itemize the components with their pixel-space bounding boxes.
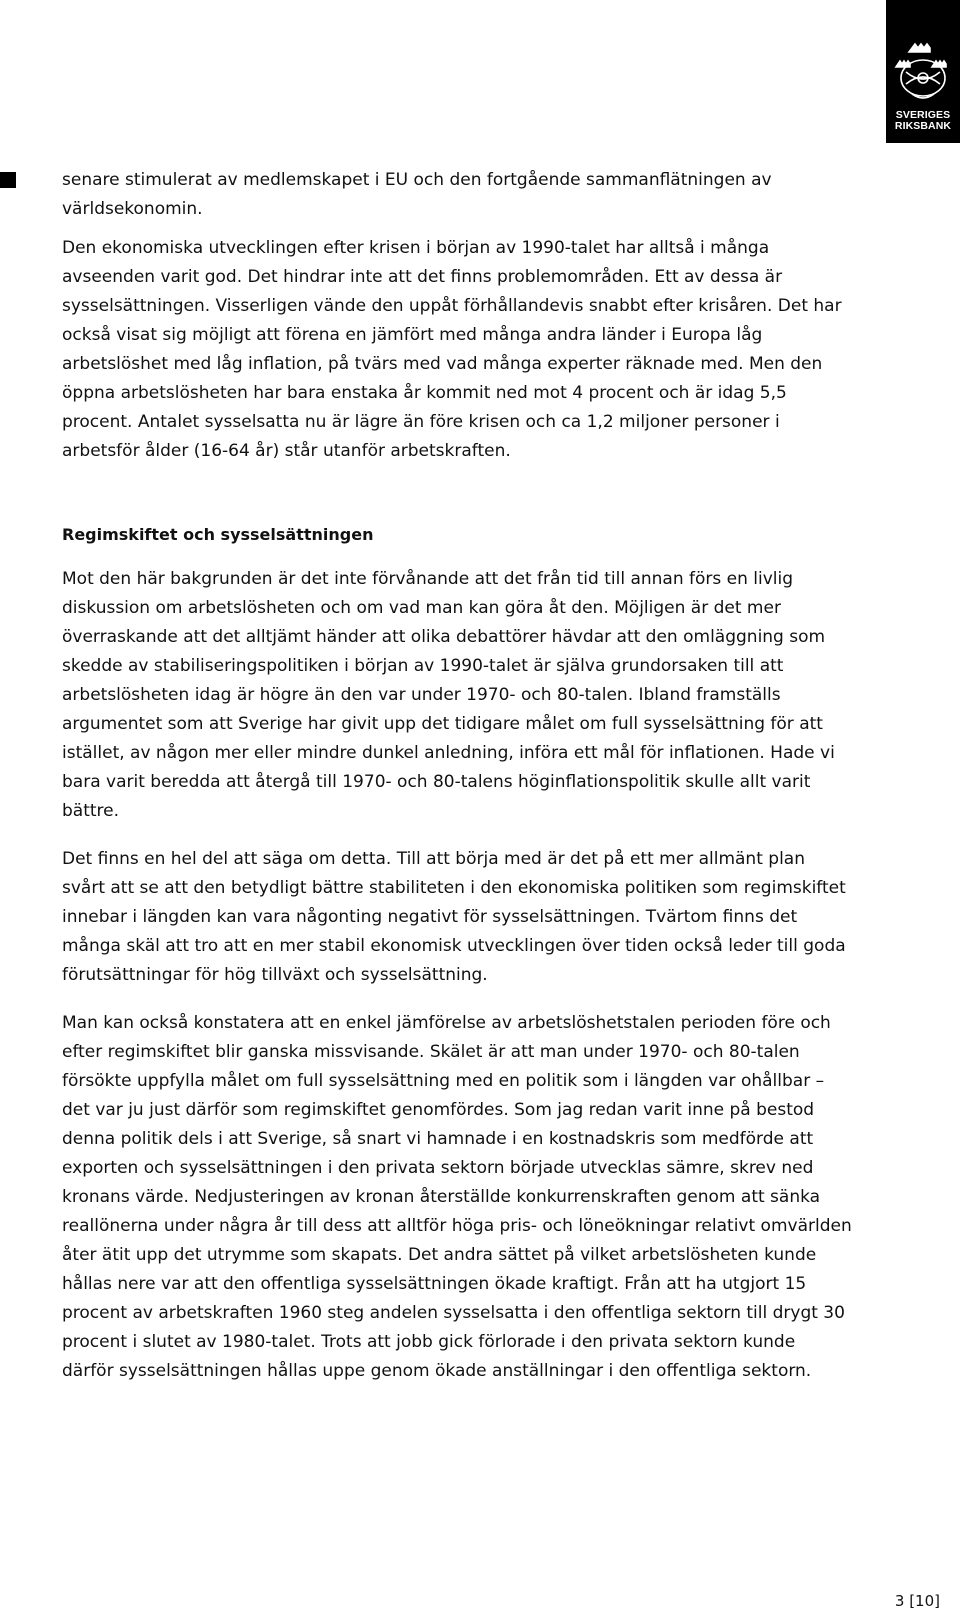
logo-wordmark: [886, 110, 960, 132]
logo-line-1: SVERIGES: [895, 109, 951, 121]
paragraph-2: Mot den här bakgrunden är det inte förvånande att det från tid till annan förs en livlig diskussion om arbetslösheten och om vad man kan göra åt den. Möjligen är det mer överraskande att det alltjämt händer att olika debattörer hävdar att den omläggning som skedde av stabiliseringspolitiken i början av 1990-talet är själva grundorsaken till att arbetslösheten idag är högre än den var under 1970- och 80-talen. Ibland framställs argumentet som att Sverige har givit upp det tidigare målet om full sysselsättning för att istället, av någon mer eller mindre dunkel anledning, införa ett mål för inflationen. Hade vi bara varit beredda att återgå till 1970- och 80-talens höginflationspolitik skulle allt varit bättre.: [62, 569, 835, 821]
logo-line-2: RIKSBANK: [894, 120, 952, 132]
section-marker: [0, 172, 16, 188]
section-heading: Regimskiftet och sysselsättningen: [62, 525, 374, 544]
riksbank-logo: [886, 0, 960, 143]
document-body: [62, 166, 852, 1386]
riksbank-emblem-icon: [892, 42, 954, 104]
paragraph-4: Man kan också konstatera att en enkel jämförelse av arbetslöshetstalen perioden före och efter regimskiftet blir ganska missvisande. Skälet är att man under 1970- och 80-talen försökte uppfylla målet om full sysselsättning med en politik som i längden var ohållbar – det var ju just därför som regimskiftet genomfördes. Som jag redan varit inne på bestod denna politik dels i att Sverige, så snart vi hamnade i en kostnadskris som medförde att exporten och sysselsättningen i den privata sektorn började utvecklas sämre, skrev ned kronans värde. Nedjusteringen av kronan återställde konkurrenskraften genom att sänka reallönerna under några år till dess att alltför höga pris- och löneökningar relativt omvärlden åter ätit upp det utrymme som skapats. Det andra sättet på vilket arbetslösheten kunde hållas nere var att den offentliga sysselsättningen ökade kraftigt. Från att ha utgjort 15 procent av arbetskraften 1960 steg andelen sysselsatta i den offentliga sektorn till drygt 30 procent i slutet av 1980-talet. Trots att jobb gick förlorade i den privata sektorn kunde därför sysselsättningen hållas uppe genom ökade anställningar i den offentliga sektorn.: [62, 1013, 852, 1381]
page-number: 3 [10]: [894, 1592, 940, 1610]
paragraph-3: Det finns en hel del att säga om detta. Till att börja med är det på ett mer allmänt plan svårt att se att den betydligt bättre stabiliteten i den ekonomiska politiken som regimskiftet innebar i längden kan vara någonting negativt för sysselsättningen. Tvärtom finns det många skäl att tro att en mer stabil ekonomisk utvecklingen över tiden också leder till goda förutsättningar för hög tillväxt och sysselsättning.: [62, 849, 846, 985]
paragraph-intro: senare stimulerat av medlemskapet i EU och den fortgående sammanflätningen av världsekonomin.: [62, 170, 772, 219]
paragraph-1: Den ekonomiska utvecklingen efter krisen i början av 1990-talet har alltså i många avseenden varit god. Det hindrar inte att det finns problemområden. Ett av dessa är sysselsättningen. Visserligen vände den uppåt förhållandevis snabbt efter krisåren. Det har också visat sig möjligt att förena en jämfört med många andra länder i Europa låg arbetslöshet med låg inflation, på tvärs med vad många experter räknade med. Men den öppna arbetslösheten har bara enstaka år kommit ned mot 4 procent och är idag 5,5 procent. Antalet sysselsatta nu är lägre än före krisen och ca 1,2 miljoner personer i arbetsför ålder (16-64 år) står utanför arbetskraften.: [62, 238, 842, 461]
